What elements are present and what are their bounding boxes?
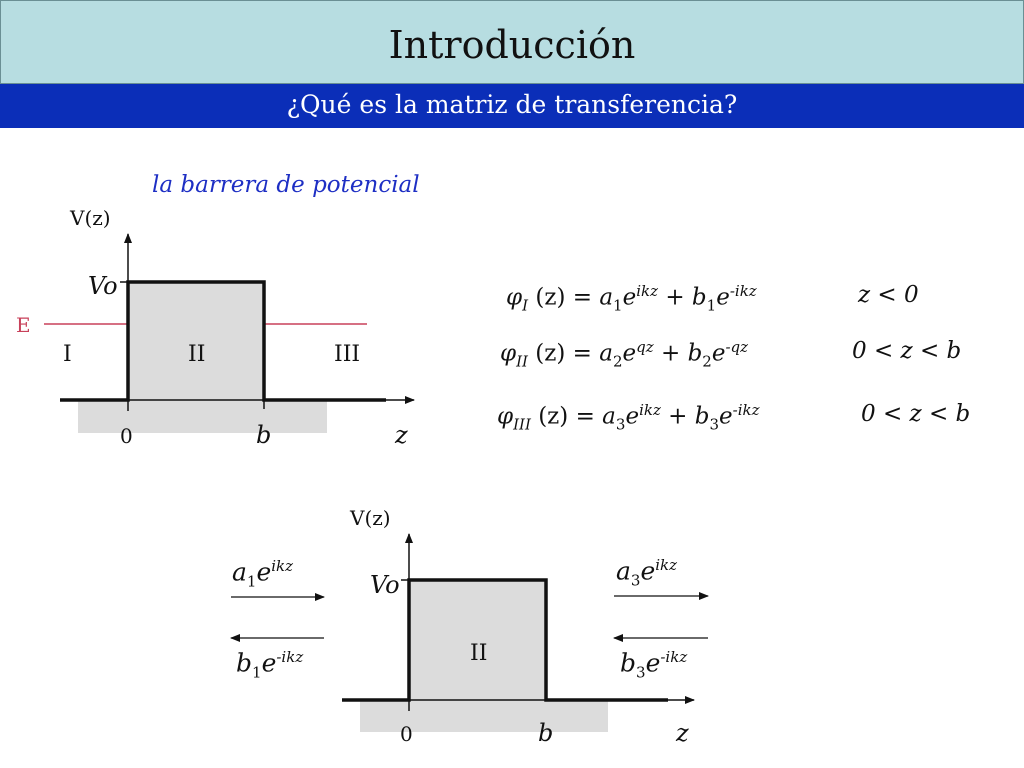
region-I-label: I (63, 342, 72, 367)
top-tick-zero: 0 (120, 424, 133, 448)
top-ground-band (78, 400, 327, 433)
condition-region-II: 0 < z < b (852, 338, 962, 364)
bottom-tick-b: b (538, 719, 554, 747)
bottom-ground-band (360, 700, 608, 732)
bottom-region-II-label: II (470, 641, 488, 666)
bottom-barrier-fill (409, 580, 546, 700)
energy-label: E (16, 313, 31, 337)
top-x-axis-label: z (395, 421, 408, 449)
bottom-x-axis-label: z (676, 719, 689, 747)
top-barrier-fill (128, 282, 264, 400)
region-III-label: III (334, 342, 361, 367)
top-potential-diagram (44, 234, 414, 433)
wave-left-outgoing-label: $b_1e^{-ikz}$ (236, 648, 304, 682)
bottom-tick-zero: 0 (400, 722, 413, 746)
bottom-vo-label: Vo (370, 571, 400, 599)
condition-region-I: z < 0 (858, 282, 919, 308)
equation-region-I: $\varphi_I$ $(z) = a_1e^{ikz} + b_1e^{-ikz}$ (506, 282, 757, 315)
top-y-axis-label: V(z) (70, 206, 111, 230)
wave-right-incoming-label: $b_3e^{-ikz}$ (620, 648, 688, 682)
top-vo-label: Vo (88, 272, 118, 300)
equation-region-II: $\varphi_{II}$ $(z) = a_2e^{qz} + b_2e^{-qz}$ (500, 338, 749, 371)
condition-region-III: 0 < z < b (861, 401, 971, 427)
bottom-y-axis-label: V(z) (350, 506, 391, 530)
equation-region-III: $\varphi_{III}$ $(z) = a_3e^{ikz} + b_3e^{-ikz}$ (497, 401, 760, 434)
region-II-label: II (188, 342, 206, 367)
wave-right-outgoing-label: $a_3e^{ikz}$ (616, 556, 678, 590)
page-subtitle: ¿Qué es la matriz de transferencia? (286, 90, 738, 119)
page-title: Introducción (388, 23, 636, 67)
barrier-caption: la barrera de potencial (152, 172, 420, 198)
wave-left-incoming-label: $a_1e^{ikz}$ (232, 557, 294, 591)
top-tick-b: b (256, 421, 272, 449)
